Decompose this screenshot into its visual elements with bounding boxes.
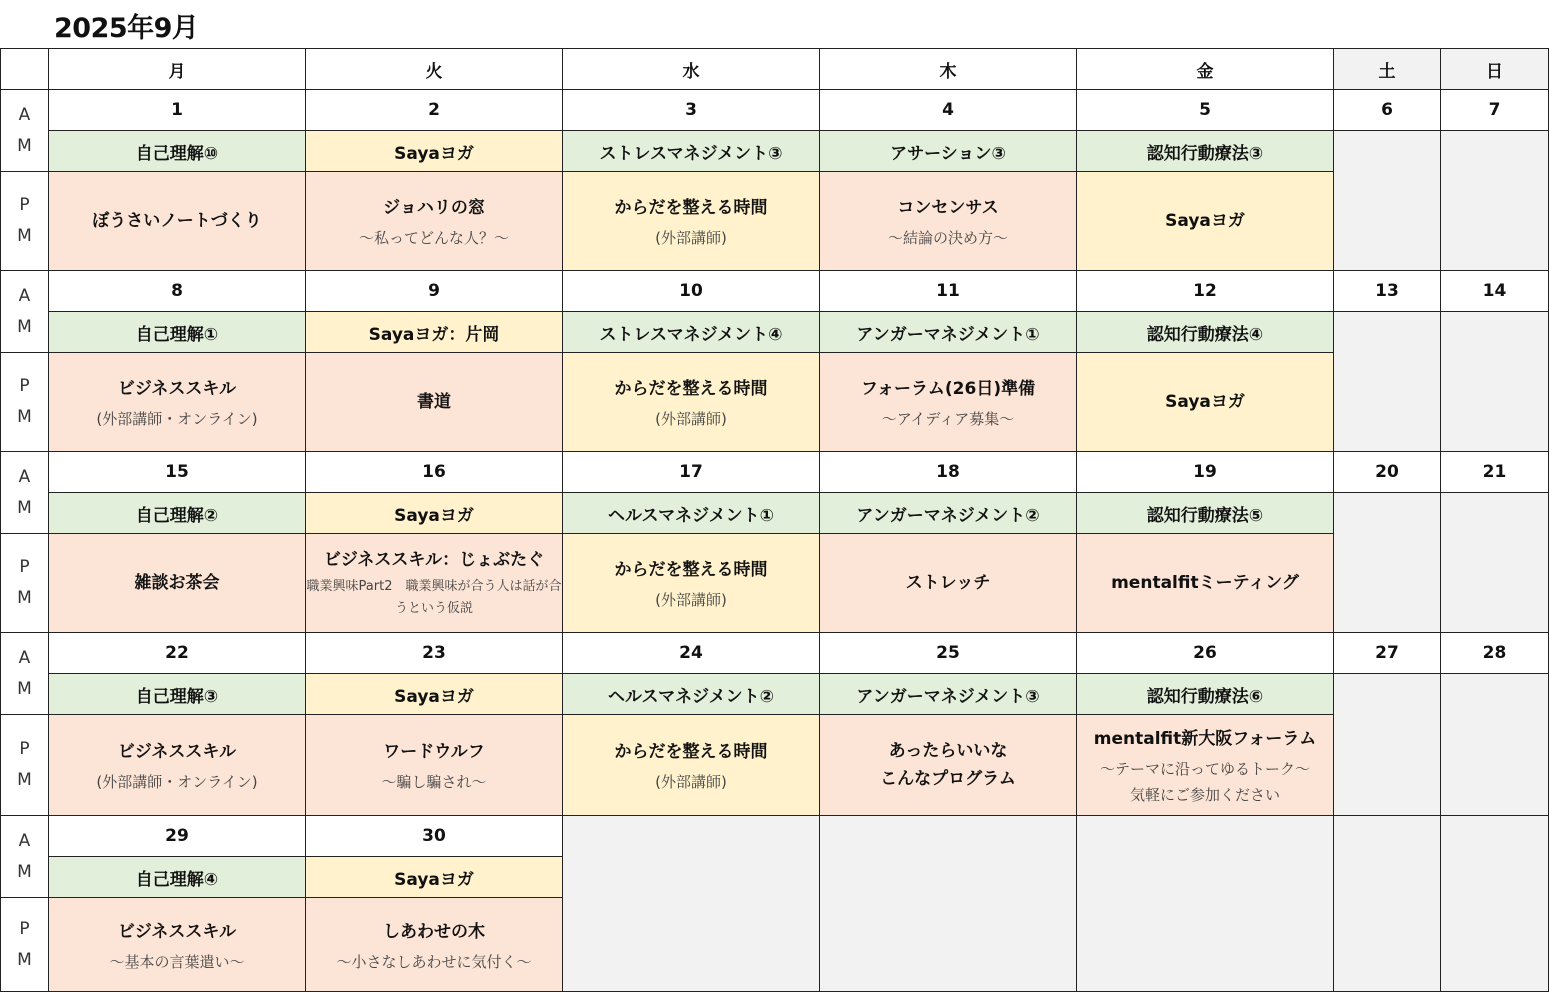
am-session-tue: Sayaヨガ	[306, 131, 563, 172]
am-label	[1, 633, 49, 715]
weekend-cell	[1334, 674, 1441, 816]
date-16: 16	[306, 452, 563, 493]
session-note: (外部講師・オンライン)	[96, 773, 258, 791]
pm-label	[1, 534, 49, 633]
empty-cell	[1441, 816, 1549, 992]
session-title: ビジネススキル：じょぶたぐ	[323, 550, 545, 570]
date-12: 12	[1077, 271, 1334, 312]
am-label	[1, 816, 49, 898]
session-note: ～騙し騙され～	[381, 773, 487, 791]
session-title: ぼうさいノートづくり	[92, 211, 262, 231]
am-session-tue: Sayaヨガ	[306, 493, 563, 534]
empty-cell	[563, 816, 820, 992]
am-label-a: A	[18, 285, 31, 306]
session-note: (外部講師)	[655, 229, 727, 247]
date-19: 19	[1077, 452, 1334, 493]
pm-label	[1, 172, 49, 271]
am-label-a: A	[18, 647, 31, 668]
weekday-header-thu: 木	[820, 49, 1077, 90]
am-session-wed: ヘルスマネジメント②	[563, 674, 820, 715]
session-title: ビジネススキル	[117, 742, 237, 762]
pm-session-thu	[820, 715, 1077, 816]
am-label	[1, 271, 49, 353]
am-session-thu: アンガーマネジメント③	[820, 674, 1077, 715]
date-28: 28	[1441, 633, 1549, 674]
session-title: からだを整える時間	[614, 198, 768, 218]
date-18: 18	[820, 452, 1077, 493]
session-title: からだを整える時間	[614, 379, 768, 399]
session-note: ～アイディア募集～	[881, 410, 1015, 428]
am-label-a: A	[18, 104, 31, 125]
date-20: 20	[1334, 452, 1441, 493]
session-title: ビジネススキル	[117, 379, 237, 399]
session-note: (外部講師)	[655, 410, 727, 428]
pm-label-m: M	[17, 226, 32, 246]
calendar-title: 2025年9月	[54, 13, 199, 44]
am-session-wed: ヘルスマネジメント①	[563, 493, 820, 534]
pm-label-m: M	[17, 588, 32, 608]
weekday-header-mon: 月	[49, 49, 306, 90]
pm-session-mon	[49, 172, 306, 271]
session-title: ビジネススキル	[117, 921, 237, 942]
am-label-a: A	[18, 466, 31, 487]
session-title: フォーラム(26日)準備	[860, 379, 1036, 399]
am-session-mon: 自己理解③	[49, 674, 306, 715]
pm-label-p: P	[19, 557, 30, 577]
pm-label-m: M	[17, 949, 32, 970]
pm-session-fri	[1077, 715, 1334, 816]
pm-session-mon	[49, 898, 306, 992]
am-label-m: M	[17, 497, 32, 518]
session-note: ～テーマに沿ってゆるトーク～	[1099, 760, 1310, 778]
date-24: 24	[563, 633, 820, 674]
date-26: 26	[1077, 633, 1334, 674]
date-13: 13	[1334, 271, 1441, 312]
weekend-cell	[1441, 312, 1549, 452]
am-session-wed: ストレスマネジメント④	[563, 312, 820, 353]
weekday-header-sat: 土	[1334, 49, 1441, 90]
pm-session-tue	[306, 534, 563, 633]
empty-cell	[1334, 816, 1441, 992]
session-note: (外部講師)	[655, 591, 727, 609]
am-session-fri: 認知行動療法④	[1077, 312, 1334, 353]
weekday-header-wed: 水	[563, 49, 820, 90]
session-title: しあわせの木	[383, 921, 485, 942]
session-note: ～私ってどんな人？～	[358, 229, 509, 247]
pm-label	[1, 715, 49, 816]
weekday-header-fri: 金	[1077, 49, 1334, 90]
am-session-tue: Sayaヨガ	[306, 674, 563, 715]
pm-label	[1, 353, 49, 452]
date-2: 2	[306, 90, 563, 131]
date-23: 23	[306, 633, 563, 674]
session-note: (外部講師・オンライン)	[96, 410, 258, 428]
session-title: mentalfitミーティング	[1111, 573, 1299, 593]
date-21: 21	[1441, 452, 1549, 493]
session-title: Sayaヨガ	[1165, 211, 1245, 231]
date-9: 9	[306, 271, 563, 312]
pm-session-fri	[1077, 534, 1334, 633]
session-title: Sayaヨガ	[1165, 392, 1245, 412]
am-session-mon: 自己理解②	[49, 493, 306, 534]
date-3: 3	[563, 90, 820, 131]
am-session-fri: 認知行動療法③	[1077, 131, 1334, 172]
session-title: ワードウルフ	[383, 742, 485, 762]
am-session-mon: 自己理解④	[49, 857, 306, 898]
am-session-tue: Sayaヨガ	[306, 857, 563, 898]
date-27: 27	[1334, 633, 1441, 674]
am-session-tue: Sayaヨガ：片岡	[306, 312, 563, 353]
weekend-cell	[1441, 131, 1549, 271]
weekend-cell	[1441, 493, 1549, 633]
date-1: 1	[49, 90, 306, 131]
session-title: あったらいいな	[888, 741, 1008, 761]
date-5: 5	[1077, 90, 1334, 131]
date-8: 8	[49, 271, 306, 312]
am-label	[1, 90, 49, 172]
weekday-header-tue: 火	[306, 49, 563, 90]
session-note: ～小さなしあわせに気付く～	[336, 952, 532, 971]
date-29: 29	[49, 816, 306, 857]
session-note-line2: 気軽にご参加ください	[1129, 786, 1280, 804]
session-title: 書道	[417, 392, 451, 412]
date-30: 30	[306, 816, 563, 857]
pm-session-mon	[49, 353, 306, 452]
am-session-thu: アンガーマネジメント①	[820, 312, 1077, 353]
pm-session-wed	[563, 172, 820, 271]
date-7: 7	[1441, 90, 1549, 131]
date-4: 4	[820, 90, 1077, 131]
weekend-cell	[1334, 493, 1441, 633]
am-session-wed: ストレスマネジメント③	[563, 131, 820, 172]
weekend-cell	[1441, 674, 1549, 816]
date-14: 14	[1441, 271, 1549, 312]
session-title-line2: こんなプログラム	[880, 769, 1016, 789]
weekday-header-sun: 日	[1441, 49, 1549, 90]
calendar-grid	[0, 48, 1549, 992]
am-label	[1, 452, 49, 534]
pm-session-wed	[563, 353, 820, 452]
pm-label-p: P	[19, 739, 30, 759]
pm-label-p: P	[19, 918, 30, 939]
pm-label-p: P	[19, 195, 30, 215]
date-17: 17	[563, 452, 820, 493]
am-label-m: M	[17, 861, 32, 882]
session-title: ストレッチ	[905, 573, 991, 593]
date-6: 6	[1334, 90, 1441, 131]
empty-cell	[1077, 816, 1334, 992]
session-note: ～基本の言葉遣い～	[109, 952, 245, 971]
session-title: コンセンサス	[897, 198, 999, 218]
pm-session-tue	[306, 898, 563, 992]
session-title: からだを整える時間	[614, 742, 768, 762]
date-22: 22	[49, 633, 306, 674]
date-11: 11	[820, 271, 1077, 312]
weekend-cell	[1334, 312, 1441, 452]
pm-session-tue	[306, 172, 563, 271]
session-title: ジョハリの窓	[383, 198, 485, 218]
pm-session-thu	[820, 534, 1077, 633]
am-label-m: M	[17, 316, 32, 337]
pm-label-p: P	[19, 376, 30, 396]
am-label-m: M	[17, 135, 32, 156]
am-session-fri: 認知行動療法⑤	[1077, 493, 1334, 534]
session-title: mentalfit新大阪フォーラム	[1093, 729, 1317, 749]
pm-session-wed	[563, 534, 820, 633]
pm-session-mon	[49, 534, 306, 633]
session-title: からだを整える時間	[614, 560, 768, 580]
am-session-thu: アサーション③	[820, 131, 1077, 172]
am-session-mon: 自己理解⑩	[49, 131, 306, 172]
date-25: 25	[820, 633, 1077, 674]
pm-session-fri	[1077, 353, 1334, 452]
am-session-mon: 自己理解①	[49, 312, 306, 353]
pm-session-mon	[49, 715, 306, 816]
empty-cell	[820, 816, 1077, 992]
pm-session-wed	[563, 715, 820, 816]
session-title: 雑談お茶会	[134, 573, 220, 593]
pm-session-tue	[306, 353, 563, 452]
date-10: 10	[563, 271, 820, 312]
date-15: 15	[49, 452, 306, 493]
am-label-m: M	[17, 678, 32, 699]
pm-label-m: M	[17, 770, 32, 790]
pm-label	[1, 898, 49, 992]
session-note: 職業興味Part2 職業興味が合う人は話が合うという仮説	[306, 579, 562, 616]
session-note: (外部講師)	[655, 773, 727, 791]
weekend-cell	[1334, 131, 1441, 271]
pm-session-fri	[1077, 172, 1334, 271]
pm-session-thu	[820, 172, 1077, 271]
am-session-thu: アンガーマネジメント②	[820, 493, 1077, 534]
pm-session-tue	[306, 715, 563, 816]
am-label-a: A	[18, 830, 31, 851]
pm-session-thu	[820, 353, 1077, 452]
session-note: ～結論の決め方～	[887, 229, 1008, 247]
am-session-fri: 認知行動療法⑥	[1077, 674, 1334, 715]
pm-label-m: M	[17, 407, 32, 427]
header-corner	[1, 49, 49, 90]
